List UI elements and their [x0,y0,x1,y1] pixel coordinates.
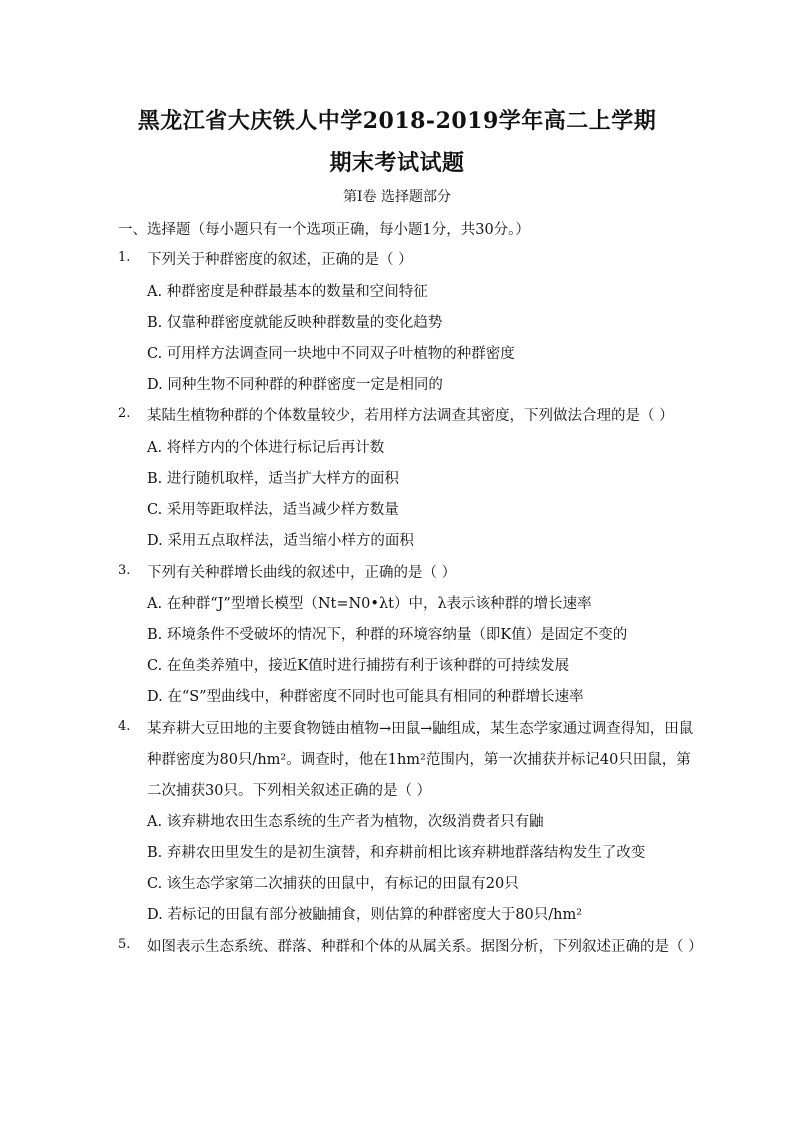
section-header: 一、选择题（每小题只有一个选项正确，每小题1分，共30分。） [118,222,530,238]
part-title: 第Ⅰ卷 选择题部分 [343,189,451,205]
question-stem-line1: 某弃耕大豆田地的主要食物链由植物→田鼠→鼬组成，某生态学家通过调查得知，田鼠 [147,721,694,737]
option-a: A. 将样方内的个体进行标记后再计数 [147,440,385,456]
question-number: 1. [118,250,131,265]
question-stem-line3: 二次捕获30只。下列相关叙述正确的是（ ） [147,783,432,799]
option-b: B. 仅靠种群密度就能反映种群数量的变化趋势 [147,315,443,331]
document-title-line2: 期末考试试题 [329,150,465,176]
option-b: B. 进行随机取样，适当扩大样方的面积 [147,471,399,487]
question-number: 4. [118,719,131,734]
option-c: C. 可用样方法调查同一块地中不同双子叶植物的种群密度 [147,346,515,362]
option-d: D. 同种生物不同种群的种群密度一定是相同的 [147,377,443,393]
option-b: B. 弃耕农田里发生的是初生演替，和弃耕前相比该弃耕地群落结构发生了改变 [147,845,646,861]
option-c: C. 采用等距取样法，适当减少样方数量 [147,502,399,518]
question-stem: 下列有关种群增长曲线的叙述中，正确的是（ ） [147,565,457,581]
question-stem: 如图表示生态系统、群落、种群和个体的从属关系。据图分析，下列叙述正确的是（ ） [147,939,703,955]
option-a: A. 在种群“J”型增长模型（Nt=N0•λt）中，λ表示该种群的增长速率 [147,596,592,612]
option-c: C. 在鱼类养殖中，接近K值时进行捕捞有利于该种群的可持续发展 [147,658,570,674]
question-number: 2. [118,406,131,421]
question-stem-line2: 种群密度为80只/hm²。调查时，他在1hm²范围内，第一次捕获并标记40只田鼠，第 [147,752,691,768]
option-d: D. 在“S”型曲线中，种群密度不同时也可能具有相同的种群增长速率 [147,689,584,705]
option-a: A. 该弃耕地农田生态系统的生产者为植物，次级消费者只有鼬 [147,814,544,830]
document-title-line1: 黑龙江省大庆铁人中学2018-2019学年高二上学期 [137,108,657,134]
option-a: A. 种群密度是种群最基本的数量和空间特征 [147,284,428,300]
question-stem: 下列关于种群密度的叙述，正确的是（ ） [147,252,413,268]
option-d: D. 若标记的田鼠有部分被鼬捕食，则估算的种群密度大于80只/hm² [147,907,583,923]
question-number: 5. [118,937,131,952]
option-d: D. 采用五点取样法，适当缩小样方的面积 [147,533,414,549]
question-stem: 某陆生植物种群的个体数量较少，若用样方法调查其密度，下列做法合理的是（ ） [147,408,674,424]
option-c: C. 该生态学家第二次捕获的田鼠中，有标记的田鼠有20只 [147,876,519,892]
option-b: B. 环境条件不受破坏的情况下，种群的环境容纳量（即K值）是固定不变的 [147,627,628,643]
question-number: 3. [118,563,131,578]
